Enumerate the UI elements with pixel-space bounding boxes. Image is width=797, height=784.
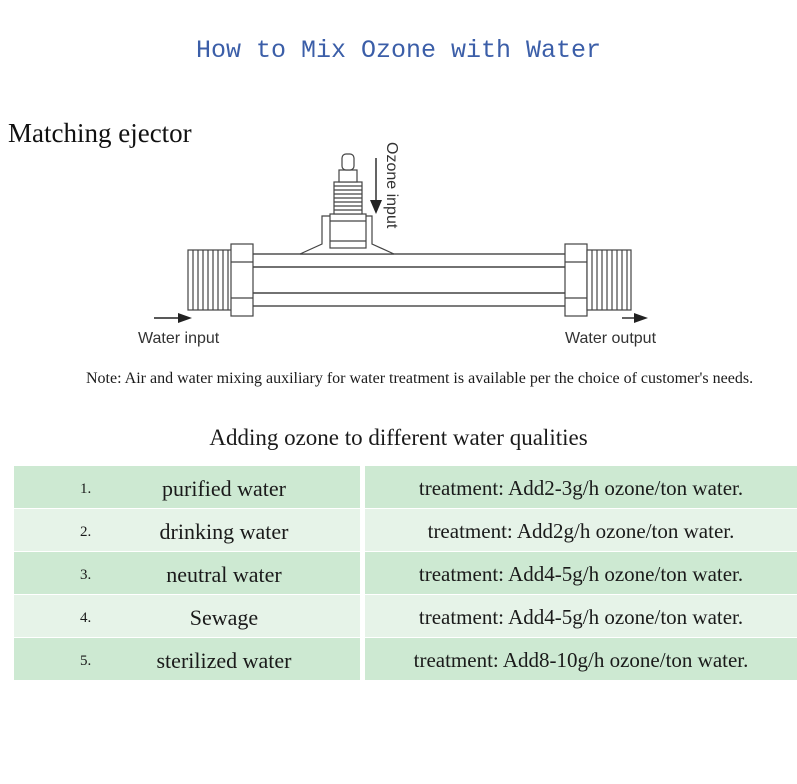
water-quality: purified water <box>162 476 286 501</box>
row-number: 2. <box>80 524 92 540</box>
table-row <box>14 638 797 680</box>
section-heading: Matching ejector <box>8 118 192 148</box>
row-number: 5. <box>80 653 92 669</box>
ejector-diagram <box>0 130 797 355</box>
water-input-arrow-icon <box>154 313 192 323</box>
treatment-text: treatment: Add4-5g/h ozone/ton water. <box>418 605 744 629</box>
ozone-input-label: Ozone input <box>383 142 400 229</box>
treatment-text: treatment: Add2g/h ozone/ton water. <box>427 519 735 543</box>
quality-cell <box>14 595 360 637</box>
water-output-arrow-icon <box>622 313 648 323</box>
quality-cell <box>14 638 360 680</box>
table-row <box>14 509 797 551</box>
treatment-cell <box>365 595 797 637</box>
water-input-label: Water input <box>138 330 220 347</box>
table-row <box>14 466 797 508</box>
table-row <box>14 595 797 637</box>
right-thread <box>565 244 631 316</box>
quality-cell <box>14 466 360 508</box>
treatment-cell <box>365 638 797 680</box>
water-output-label: Water output <box>565 330 657 347</box>
treatment-text: treatment: Add4-5g/h ozone/ton water. <box>418 562 744 586</box>
table-row <box>14 552 797 594</box>
page-title: How to Mix Ozone with Water <box>195 36 602 65</box>
treatment-cell <box>365 552 797 594</box>
row-number: 1. <box>80 481 92 497</box>
ozone-arrow-icon <box>370 158 382 214</box>
treatment-text: treatment: Add8-10g/h ozone/ton water. <box>413 648 749 672</box>
water-quality: Sewage <box>189 605 259 630</box>
note-text: Note: Air and water mixing auxiliary for water treatment is available per the choice of customer's needs. <box>86 370 754 387</box>
left-thread <box>188 244 253 316</box>
treatment-text: treatment: Add2-3g/h ozone/ton water. <box>418 476 744 500</box>
table-heading: Adding ozone to different water qualities <box>209 425 588 450</box>
water-quality: sterilized water <box>156 648 292 673</box>
treatment-cell <box>365 466 797 508</box>
quality-cell <box>14 552 360 594</box>
water-quality-table <box>14 466 797 681</box>
water-quality: drinking water <box>159 519 289 544</box>
ejector-pipe <box>252 254 566 306</box>
row-number: 4. <box>80 610 92 626</box>
quality-cell <box>14 509 360 551</box>
treatment-cell <box>365 509 797 551</box>
row-number: 3. <box>80 567 92 583</box>
water-quality: neutral water <box>166 562 282 587</box>
